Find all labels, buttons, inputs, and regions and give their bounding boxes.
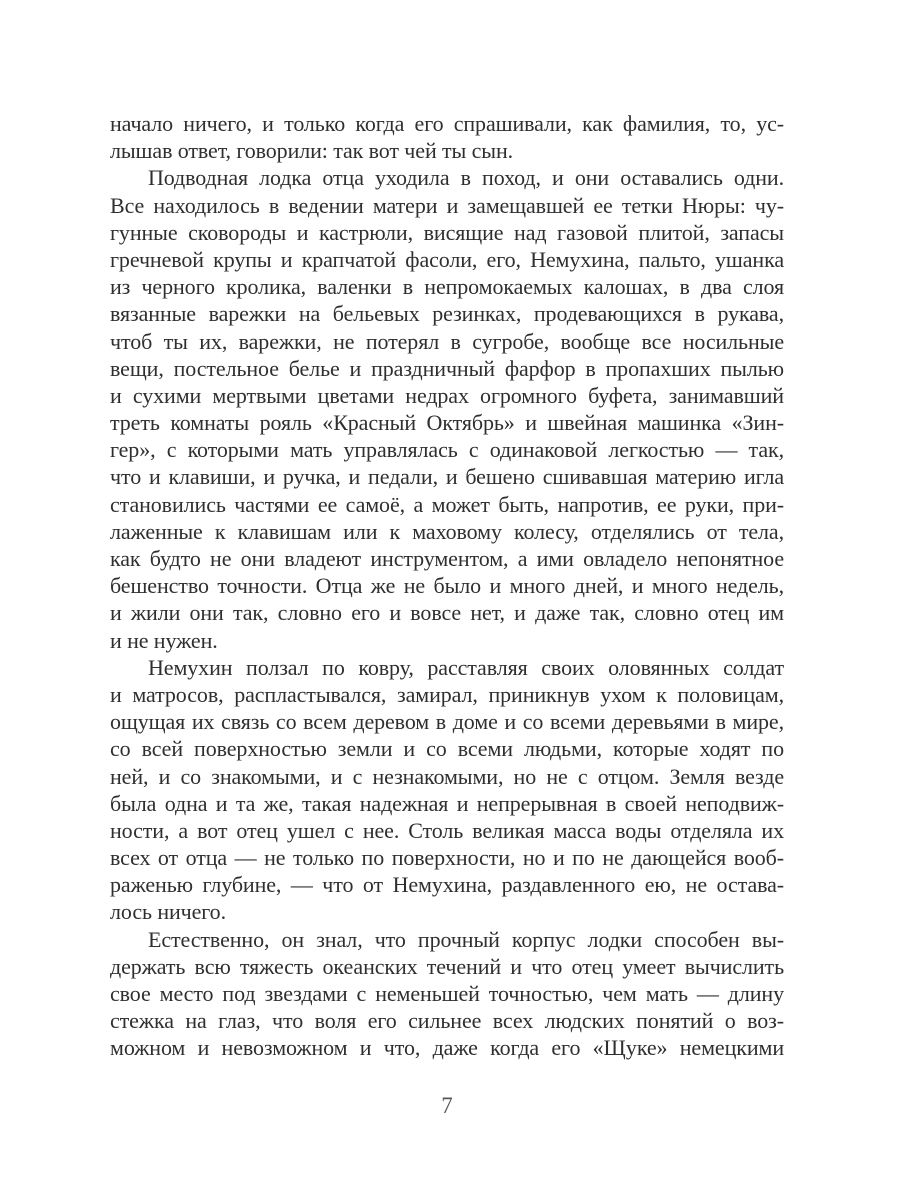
text-line: ней, и со знакомыми, и с незнакомыми, но не с отцом. Земля везде [110,763,784,789]
text-line: гречневой крупы и крапчатой фасоли, его, Немухина, пальто, ушанка [110,246,784,272]
text-line: вязанные варежки на бельевых резинках, продевающихся в рукава, [110,301,784,327]
text-line: и матросов, распластывался, замирал, приникнув ухом к половицам, [110,681,784,707]
text-line: раженью глубине, — что от Немухина, раздавленного ею, не остава- [110,872,784,898]
text-line: всех от отца — не только по поверхности, но и по не дающейся вооб- [110,845,784,871]
text-line: свое место под звездами с неменьшей точностью, чем мать — длину [110,981,784,1006]
text-line: Все находилось в ведении матери и замещавшей ее тетки Нюры: чу- [110,192,784,218]
text-line: что и клавиши, и ручка, и педали, и бешено сшивавшая материю игла [110,464,784,490]
text-line: гер», с которыми мать управлялась с одинаковой легкостью — так, [110,437,784,463]
text-line: бешенство точности. Отца же не было и много дней, и много недель, [110,573,784,599]
text-line: Естественно, он знал, что прочный корпус лодки способен вы- [148,926,784,952]
text-line: лышав ответ, говорили: так вот чей ты сын. [110,138,514,164]
text-line: гунные сковороды и кастрюли, висящие над газовой плитой, запасы [110,219,784,245]
text-line: лаженные к клавишам или к маховому колесу, отделялись от тела, [110,518,784,544]
text-line: чтоб ты их, варежки, не потерял в сугробе, вообще все носильные [110,328,784,354]
text-line: ощущая их связь со всем деревом в доме и со всеми деревьями в мире, [110,709,784,735]
text-line: держать всю тяжесть океанских течений и что отец умеет вычислить [110,953,784,979]
text-line: со всей поверхностью земли и со всеми людьми, которые ходят по [110,736,784,762]
text-line: Подводная лодка отца уходила в поход, и они оставались одни. [148,165,784,191]
page-number: 7 [441,1093,453,1118]
text-line: как будто не они владеют инструментом, а ими овладело непонятное [110,546,784,571]
text-line: и жили они так, словно его и вовсе нет, и даже так, словно отец им [110,600,784,626]
page-text-block [110,110,784,1062]
text-line: стежка на глаз, что воля его сильнее всех людских понятий о воз- [110,1008,784,1034]
text-line: была одна и та же, такая надежная и непрерывная в своей неподвиж- [110,790,784,816]
text-line: из черного кролика, валенки в непромокаемых калошах, в два слоя [110,274,784,300]
text-line: Немухин ползал по ковру, расставляя своих оловянных солдат [148,654,784,680]
text-line: вещи, постельное белье и праздничный фарфор в пропахших пылью [110,355,784,381]
text-line: треть комнаты рояль «Красный Октябрь» и швейная машинка «Зин- [110,410,784,436]
text-line: можном и невозможном и что, даже когда его «Щуке» немецкими [110,1035,784,1061]
text-line: становились частями ее самоё, а может быть, напротив, ее руки, при- [110,491,784,517]
text-line: и не нужен. [110,627,218,653]
text-line: и сухими мертвыми цветами недрах огромного буфета, занимавший [110,382,784,408]
text-line: начало ничего, и только когда его спрашивали, как фамилия, то, ус- [110,111,784,136]
text-line: лось ничего. [110,899,226,925]
text-line: ности, а вот отец ушел с нее. Столь великая масса воды отделяла их [110,817,784,843]
